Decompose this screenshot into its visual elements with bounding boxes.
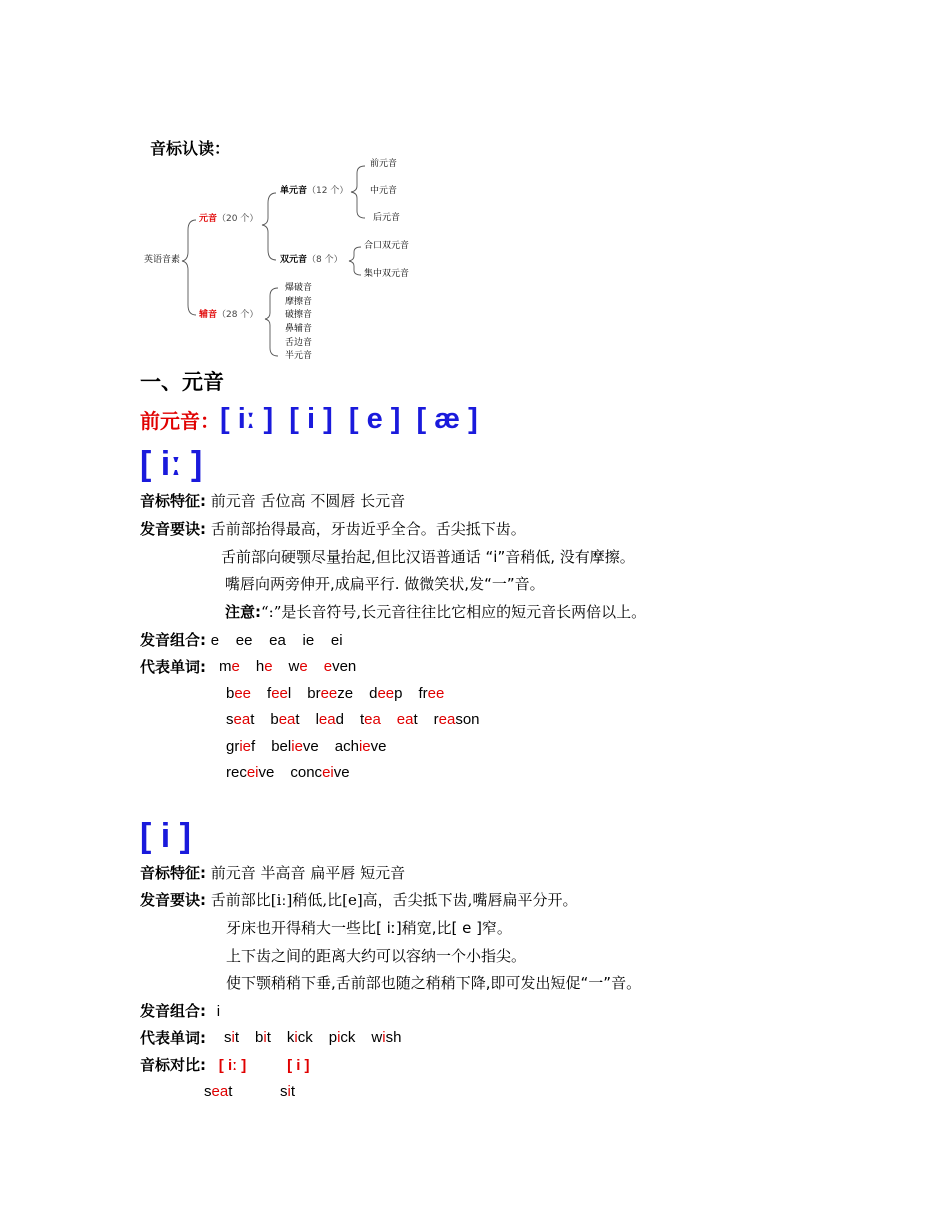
example-word: me xyxy=(219,658,240,675)
example-word: reason xyxy=(433,711,480,728)
example-word: deep xyxy=(369,685,403,702)
example-word: wish xyxy=(371,1029,402,1046)
page-title: 音标认读： xyxy=(150,139,231,158)
highlighted-letters: ee xyxy=(271,685,288,702)
contrast-symbol-b: [ i ] xyxy=(287,1057,310,1074)
i-long-word-row xyxy=(226,763,366,783)
example-word: eat xyxy=(396,711,418,728)
highlighted-letters: ea xyxy=(438,711,456,728)
front-vowels-symbols: [ iː ] [ i ] [ e ] [ æ ] xyxy=(220,403,478,435)
diagram-mono-item: 中元音 xyxy=(370,186,398,196)
example-word: pick xyxy=(328,1029,356,1046)
highlighted-letters: e xyxy=(299,658,308,675)
highlighted-letters: ei xyxy=(322,764,334,781)
highlighted-letters: e xyxy=(323,658,333,675)
i-short-tip: 牙床也开得稍大一些比[ iː]稍宽,比[ e ]窄。 xyxy=(226,919,512,937)
diagram-consonant-item: 鼻辅音 xyxy=(285,324,313,334)
i-short-word-row xyxy=(224,1028,417,1048)
highlighted-letters: ie xyxy=(358,738,371,755)
i-long-tip: 嘴唇向两旁伸开,成扁平行. 做微笑状,发“一”音。 xyxy=(225,575,545,593)
highlighted-letters: i xyxy=(231,1029,235,1046)
diagram-consonant-item: 半元音 xyxy=(285,351,313,361)
i-short-words-label-row: 代表单词: xyxy=(140,1029,206,1047)
i-long-tip: 发音要诀: 舌前部抬得最高，牙齿近乎全合。舌尖抵下齿。 xyxy=(140,520,526,538)
example-word: lead xyxy=(315,711,344,728)
phoneme-heading-i-long: [ iː ] xyxy=(140,445,203,483)
example-word: free xyxy=(418,685,445,702)
example-word: we xyxy=(288,658,308,675)
section-heading: 一、元音 xyxy=(140,370,224,394)
highlighted-letters: ee xyxy=(427,685,445,702)
diagram-monophthongs: 单元音（12 个） xyxy=(280,186,349,196)
example-word: kick xyxy=(286,1029,313,1046)
i-short-contrast: 音标对比: [ iː ] [ i ] xyxy=(140,1056,310,1074)
highlighted-letters: ea xyxy=(364,711,381,728)
highlighted-letters: i xyxy=(263,1029,267,1046)
highlighted-letters: ie xyxy=(291,738,303,755)
example-word: bee xyxy=(226,685,252,702)
i-long-features: 音标特征: 前元音 舌位高 不圆唇 长元音 xyxy=(140,492,406,510)
highlighted-letters: ea xyxy=(396,711,414,728)
diagram-mono-item: 后元音 xyxy=(373,213,401,223)
diagram-consonants: 辅音（28 个） xyxy=(199,310,259,320)
front-vowels-line xyxy=(140,400,478,442)
i-long-combos: 发音组合: e ee ea ie ei xyxy=(140,631,343,649)
example-word: grief xyxy=(226,738,256,755)
highlighted-letters: i xyxy=(337,1029,341,1046)
highlighted-letters: i xyxy=(382,1029,386,1046)
example-word: achieve xyxy=(334,738,387,755)
i-short-tip: 发音要诀: 舌前部比[iː]稍低,比[e]高，舌尖抵下齿,嘴唇扁平分开。 xyxy=(140,891,578,909)
phoneme-heading-i-short: [ i ] xyxy=(140,817,191,855)
diagram-vowels: 元音（20 个） xyxy=(199,214,259,224)
i-long-words-label-row: 代表单词: xyxy=(140,658,206,676)
example-word: receive xyxy=(226,764,275,781)
diagram-diph-item: 合口双元音 xyxy=(364,241,410,251)
example-word: believe xyxy=(271,738,319,755)
highlighted-letters: ea xyxy=(211,1083,229,1100)
example-word: he xyxy=(255,658,273,675)
i-short-tip: 使下颚稍稍下垂,舌前部也随之稍稍下降,即可发出短促“一”音。 xyxy=(226,974,642,992)
example-word: tea xyxy=(359,711,381,728)
highlighted-letters: i xyxy=(287,1083,291,1100)
i-short-tip: 上下齿之间的距离大约可以容纳一个小指尖。 xyxy=(226,947,527,965)
contrast-word-b xyxy=(280,1082,295,1102)
highlighted-letters: ie xyxy=(239,738,252,755)
diagram-consonant-item: 舌边音 xyxy=(285,338,313,348)
diagram-consonant-item: 破擦音 xyxy=(285,310,313,320)
i-long-word-row xyxy=(226,710,496,730)
highlighted-letters: e xyxy=(231,658,240,675)
diagram-diph-item: 集中双元音 xyxy=(364,269,410,279)
example-word: bit xyxy=(255,1029,271,1046)
i-long-word-row xyxy=(219,657,372,677)
diagram-mono-item: 前元音 xyxy=(370,159,398,169)
i-long-word-row xyxy=(226,737,402,757)
highlighted-letters: ei xyxy=(246,764,259,781)
example-word: seat xyxy=(226,711,255,728)
diagram-consonant-item: 爆破音 xyxy=(285,283,313,293)
contrast-symbol-a: [ iː ] xyxy=(218,1057,247,1074)
example-word: feel xyxy=(267,685,292,702)
i-long-word-row xyxy=(226,684,460,704)
diagram-braces xyxy=(0,0,950,380)
highlighted-letters: ee xyxy=(377,685,395,702)
diagram-consonant-item: 摩擦音 xyxy=(285,297,313,307)
highlighted-letters: ee xyxy=(320,685,338,702)
example-word: sit xyxy=(280,1083,296,1100)
i-short-features: 音标特征: 前元音 半高音 扁平唇 短元音 xyxy=(140,864,406,882)
diagram-root: 英语音素 xyxy=(144,255,181,265)
example-word: conceive xyxy=(290,764,350,781)
example-word: even xyxy=(323,658,357,675)
highlighted-letters: ea xyxy=(318,711,336,728)
highlighted-letters: i xyxy=(294,1029,298,1046)
highlighted-letters: ea xyxy=(233,711,251,728)
example-word: sit xyxy=(224,1029,240,1046)
i-short-combos: 发音组合: i xyxy=(140,1002,221,1020)
diagram-diphthongs: 双元音（8 个） xyxy=(280,255,343,265)
contrast-word-a xyxy=(204,1082,232,1102)
highlighted-letters: ea xyxy=(278,711,296,728)
i-long-tip: 舌前部向硬颚尽量抬起,但比汉语普通话 “i”音稍低, 没有摩擦。 xyxy=(221,548,635,566)
highlighted-letters: ee xyxy=(234,685,252,702)
example-word: breeze xyxy=(307,685,354,702)
example-word: seat xyxy=(204,1083,233,1100)
highlighted-letters: e xyxy=(264,658,273,675)
example-word: beat xyxy=(270,711,300,728)
front-vowels-label: 前元音： xyxy=(140,409,220,433)
i-long-note: 注意:“:”是长音符号,长元音往往比它相应的短元音长两倍以上。 xyxy=(225,603,647,621)
